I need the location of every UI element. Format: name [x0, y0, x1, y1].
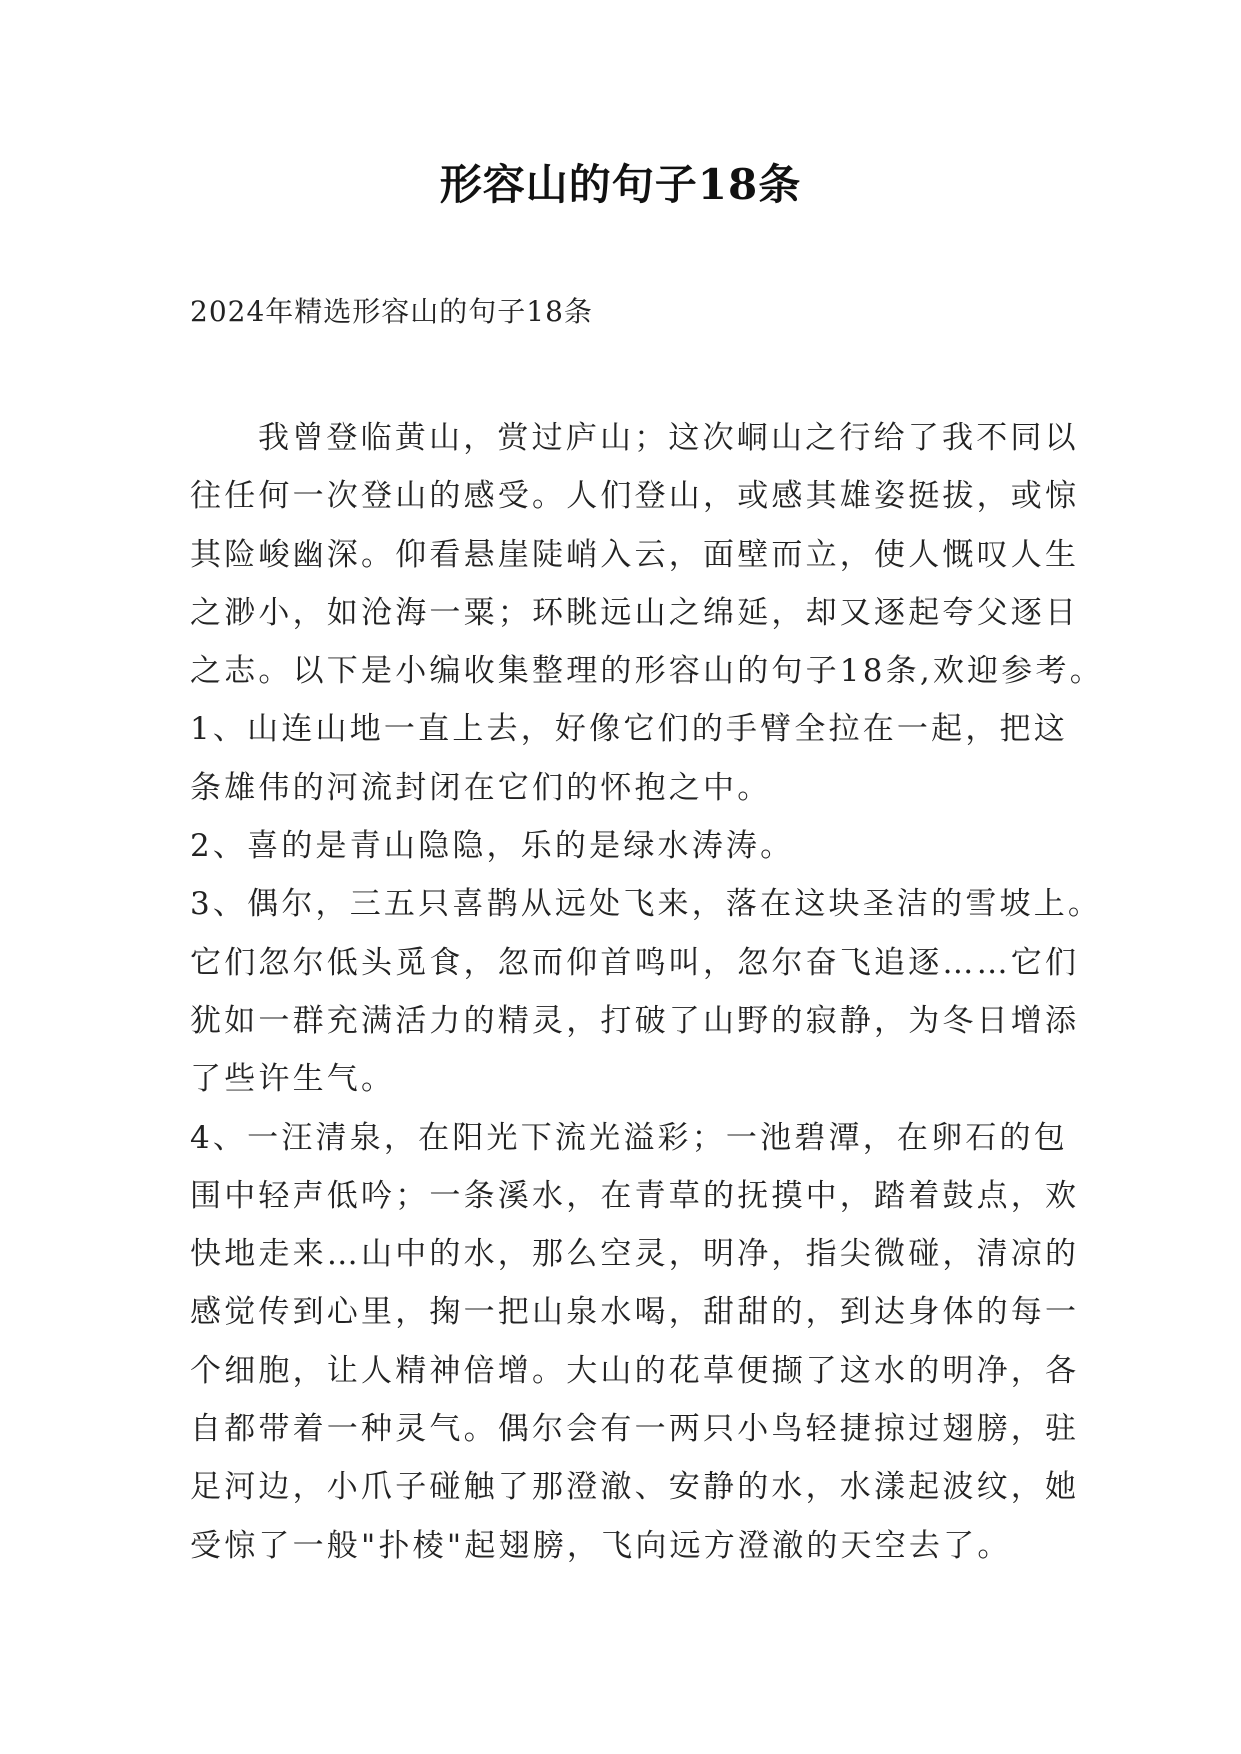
- body-line: 自都带着一种灵气。偶尔会有一两只小鸟轻捷掠过翅膀，驻: [190, 1411, 1080, 1448]
- document-title: 形容山的句子18条: [439, 160, 802, 209]
- body-line: 我曾登临黄山，赏过庐山；这次峒山之行给了我不同以: [258, 420, 1079, 456]
- body-line: 了些许生气。: [190, 1061, 396, 1098]
- body-line: 4、一汪清泉，在阳光下流光溢彩；一池碧潭，在卵石的包: [190, 1119, 1068, 1156]
- body-line: 受惊了一般"扑棱"起翅膀，飞向远方澄澈的天空去了。: [190, 1527, 1012, 1564]
- body-line: 往任何一次登山的感受。人们登山，或感其雄姿挺拔，或惊: [190, 478, 1080, 515]
- body-line: 2、喜的是青山隐隐，乐的是绿水涛涛。: [190, 828, 795, 865]
- body-line: 围中轻声低吟；一条溪水，在青草的抚摸中，踏着鼓点，欢: [190, 1177, 1080, 1214]
- body-line: 它们忽尔低头觅食，忽而仰首鸣叫，忽尔奋飞追逐……它们: [190, 944, 1080, 981]
- body-line: 3、偶尔，三五只喜鹊从远处飞来，落在这块圣洁的雪坡上。: [190, 886, 1103, 923]
- document-subtitle: 2024年精选形容山的句子18条: [190, 295, 593, 328]
- body-line: 条雄伟的河流封闭在它们的怀抱之中。: [190, 769, 772, 806]
- body-line: 个细胞，让人精神倍增。大山的花草便撷了这水的明净，各: [190, 1352, 1080, 1389]
- body-line: 快地走来…山中的水，那么空灵，明净，指尖微碰，清凉的: [190, 1236, 1080, 1273]
- body-line: 犹如一群充满活力的精灵，打破了山野的寂静，为冬日增添: [190, 1002, 1080, 1039]
- body-line: 感觉传到心里，掬一把山泉水喝，甜甜的，到达身体的每一: [190, 1294, 1080, 1331]
- body-line: 足河边，小爪子碰触了那澄澈、安静的水，水漾起波纹，她: [190, 1469, 1080, 1506]
- body-line: 1、山连山地一直上去，好像它们的手臂全拉在一起，把这: [190, 711, 1068, 748]
- body-line: 之渺小，如沧海一粟；环眺远山之绵延，却又逐起夸父逐日: [190, 594, 1080, 631]
- body-line: 之志。以下是小编收集整理的形容山的句子18条,欢迎参考。: [190, 653, 1104, 690]
- body-line: 其险峻幽深。仰看悬崖陡峭入云，面壁而立，使人慨叹人生: [190, 536, 1080, 573]
- document-body: [190, 409, 1104, 1575]
